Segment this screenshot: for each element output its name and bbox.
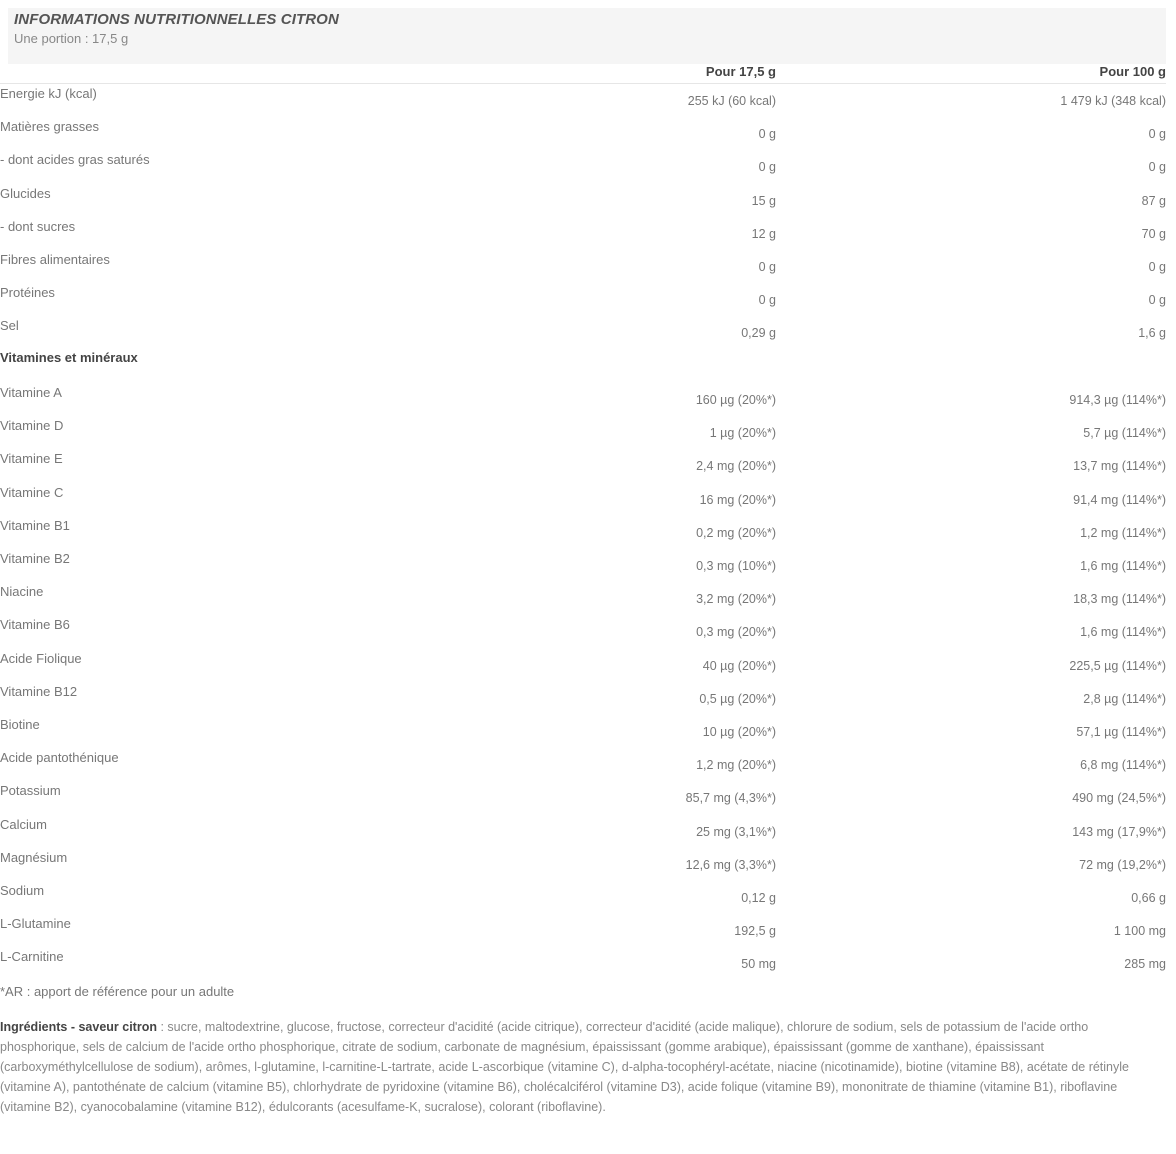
table-row [0,285,1166,318]
row-value-per-100g: 72 mg (19,2%*) [1079,857,1166,872]
row-value-per-100g: 5,7 µg (114%*) [1083,426,1166,441]
row-value-per-serving: 10 µg (20%*) [702,725,776,739]
row-value-per-serving: 16 mg (20%*) [699,492,776,507]
row-label: Vitamine B6 [0,617,70,633]
row-label: L-Glutamine [0,916,71,932]
row-label: Fibres alimentaires [0,252,110,267]
table-row [0,949,1166,982]
row-value-per-100g: 18,3 mg (114%*) [1073,592,1166,607]
row-value-per-100g: 2,8 µg (114%*) [1083,691,1166,706]
row-value-per-serving: 0,2 mg (20%*) [696,525,776,540]
row-label: Magnésium [0,849,68,865]
row-value-per-serving: 12 g [751,226,776,241]
table-row [0,584,1166,617]
row-value-per-100g: 87 g [1141,193,1166,208]
row-value-per-100g: 0,66 g [1131,891,1166,905]
row-value-per-100g: 143 mg (17,9%*) [1072,824,1166,839]
ingredients-paragraph [0,1017,1166,1117]
row-value-per-serving: 25 mg (3,1%*) [696,824,776,839]
table-row [0,152,1166,185]
table-row [0,219,1166,252]
row-label: Niacine [0,584,44,600]
table-row [0,451,1166,484]
row-label: - dont sucres [0,218,76,234]
header-divider [0,83,1166,84]
table-row [0,817,1166,850]
footnote: *AR : apport de référence pour un adulte [0,984,235,999]
row-value-per-100g: 1,6 g [1138,326,1166,341]
table-row [0,86,1166,119]
row-value-per-100g: 914,3 µg (114%*) [1069,393,1166,407]
row-value-per-100g: 490 mg (24,5%*) [1072,791,1166,806]
vitamins-section-title: Vitamines et minéraux [0,350,138,365]
column-header-per-serving: Pour 17,5 g [705,64,776,79]
table-row [0,684,1166,717]
table-row [0,916,1166,949]
row-label: Calcium [0,816,47,832]
serving-size: Une portion : 17,5 g [14,31,129,46]
row-value-per-serving: 255 kJ (60 kcal) [687,94,776,108]
row-value-per-serving: 15 g [751,193,776,208]
row-value-per-serving: 85,7 mg (4,3%*) [685,791,776,806]
row-value-per-serving: 1 µg (20%*) [709,426,776,441]
table-row [0,119,1166,152]
table-row [0,651,1166,684]
row-label: Vitamine B12 [0,683,78,699]
page-title: INFORMATIONS NUTRITIONNELLES CITRON [14,11,339,28]
row-value-per-serving: 0 g [758,127,776,142]
row-label: Vitamine B1 [0,517,70,533]
row-label: Vitamine B2 [0,551,70,566]
row-value-per-serving: 0 g [758,293,776,308]
row-value-per-serving: 0 g [758,160,776,175]
table-row [0,518,1166,551]
row-value-per-serving: 1,2 mg (20%*) [696,758,776,773]
table-row [0,418,1166,451]
row-value-per-100g: 0 g [1148,293,1166,308]
row-value-per-serving: 50 mg [741,957,776,972]
row-label: Protéines [0,285,55,301]
table-row [0,717,1166,750]
row-value-per-100g: 57,1 µg (114%*) [1076,725,1166,739]
row-value-per-100g: 70 g [1141,226,1166,241]
table-row [0,385,1166,418]
table-row [0,850,1166,883]
row-value-per-100g: 13,7 mg (114%*) [1073,459,1166,474]
ingredients-text: : sucre, maltodextrine, glucose, fructose, correcteur d'acidité (acide citrique), correcteur d'acidité (acide malique), chlorure de sodium, sels de potassium de l'acide ortho phosphorique, sels de calcium de l'acide ortho phosphorique, citrate de sodium, carbonate de magnésium, épaississant (gomme arabique), épaississant (gomme de xanthane), épaississant (carboxyméthylcellulose de sodium), arômes, l-glutamine, l-carnitine-L-tartrate, acide L-ascorbique (vitamine C), d-alpha-tocophéryl-acétate, niacine (nicotinamide), biotine (vitamine B8), acétate de rétinyle (vitamine A), pantothénate de calcium (vitamine B5), chlorhydrate de pyridoxine (vitamine B6), cholécalciférol (vitamine D3), acide folique (vitamine B9), mononitrate de thiamine (vitamine B1), riboflavine (vitamine B2), cyanocobalamine (vitamine B12), édulcorants (acesulfame-K, sucralose), colorant (riboflavine). [0,1020,1129,1114]
row-label: Vitamine A [0,385,62,400]
row-label: Acide pantothénique [0,750,119,766]
row-label: Vitamine E [0,451,63,467]
row-value-per-100g: 1 479 kJ (348 kcal) [1060,94,1166,108]
row-value-per-100g: 1,6 mg (114%*) [1080,559,1166,573]
row-label: Acide Fiolique [0,650,82,666]
row-value-per-100g: 1,2 mg (114%*) [1080,525,1166,540]
row-value-per-serving: 40 µg (20%*) [702,658,776,673]
table-row [0,485,1166,518]
row-value-per-100g: 1,6 mg (114%*) [1080,625,1166,640]
row-value-per-100g: 285 mg [1124,957,1166,972]
row-label: Energie kJ (kcal) [0,86,97,101]
table-row [0,252,1166,285]
row-label: Glucides [0,185,51,201]
row-value-per-serving: 3,2 mg (20%*) [696,592,776,607]
row-label: Sel [0,318,19,334]
row-label: Vitamine D [0,418,64,434]
row-value-per-serving: 2,4 mg (20%*) [696,459,776,474]
row-label: Potassium [0,783,61,799]
row-label: Sodium [0,883,45,898]
row-value-per-100g: 6,8 mg (114%*) [1080,758,1166,773]
row-label: Biotine [0,717,40,732]
row-value-per-100g: 225,5 µg (114%*) [1069,658,1166,673]
row-value-per-serving: 160 µg (20%*) [695,393,776,407]
row-value-per-100g: 0 g [1148,160,1166,175]
table-row [0,783,1166,816]
row-value-per-100g: 0 g [1148,127,1166,142]
table-row [0,883,1166,916]
row-value-per-100g: 91,4 mg (114%*) [1073,492,1166,507]
row-value-per-100g: 1 100 mg [1113,924,1166,939]
row-label: Vitamine C [0,484,64,500]
row-value-per-serving: 0,3 mg (10%*) [696,559,776,573]
row-value-per-100g: 0 g [1148,260,1166,274]
table-row [0,617,1166,650]
row-value-per-serving: 0 g [758,260,776,274]
row-value-per-serving: 0,3 mg (20%*) [696,625,776,640]
table-row [0,551,1166,584]
row-value-per-serving: 0,12 g [741,891,776,905]
column-header-per-100g: Pour 100 g [1099,64,1166,79]
table-row [0,750,1166,783]
row-label: L-Carnitine [0,949,64,965]
ingredients-label: Ingrédients - saveur citron [0,1020,157,1034]
table-row [0,186,1166,219]
row-value-per-serving: 0,29 g [741,326,776,341]
row-value-per-serving: 12,6 mg (3,3%*) [685,857,776,872]
row-label: - dont acides gras saturés [0,152,150,168]
table-row [0,318,1166,351]
row-value-per-serving: 0,5 µg (20%*) [699,691,776,706]
row-value-per-serving: 192,5 g [734,924,776,939]
row-label: Matières grasses [0,119,99,135]
